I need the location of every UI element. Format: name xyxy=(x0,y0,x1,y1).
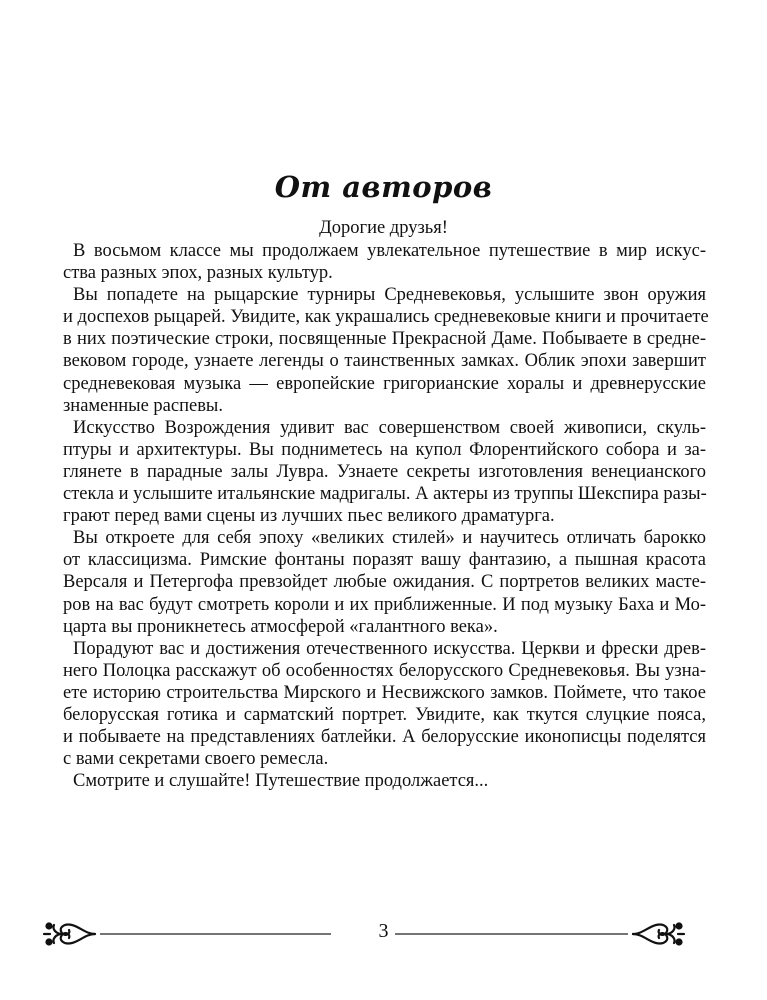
text-line: Версаля и Петергофа превзойдет любые ожидания. С портретов великих масте- xyxy=(63,572,706,593)
paragraph xyxy=(63,770,706,792)
page-title: От авторов xyxy=(274,170,493,204)
text-line: птуры и архитектуры. Вы подниметесь на купол Флорентийского собора и за- xyxy=(63,439,706,460)
text-line: глянете в парадные залы Лувра. Узнаете секреты изготовления венецианского xyxy=(63,461,706,482)
text-line: ства разных эпох, разных культур. xyxy=(63,263,333,284)
text-line: Порадуют вас и достижения отечественного искусства. Церкви и фрески древ- xyxy=(73,638,706,659)
text-line: вековом городе, узнаете легенды о таинственных замках. Облик эпохи завершит xyxy=(63,351,706,372)
text-line: в них поэтические строки, посвященные Прекрасной Даме. Побываете в средне- xyxy=(63,329,706,350)
paragraph xyxy=(63,284,709,417)
text-line: ете историю строительства Мирского и Несвижского замков. Поймете, что такое xyxy=(63,682,706,703)
body-text xyxy=(63,240,709,792)
text-line: грают перед вами сцены из лучших пьес великого драматурга. xyxy=(63,506,555,527)
text-line: стекла и услышите итальянские мадригалы. А актеры из труппы Шекспира разы- xyxy=(63,484,707,505)
text-line: знаменные распевы. xyxy=(63,395,223,416)
text-line: от классицизма. Римские фонтаны поразят вашу фантазию, а пышная красота xyxy=(63,550,706,571)
text-line: В восьмом классе мы продолжаем увлекательное путешествие в мир искус- xyxy=(73,241,706,261)
text-line: и доспехов рыцарей. Увидите, как украшались средневековые книги и прочитаете xyxy=(63,307,709,328)
text-line: Вы откроете для себя эпоху «великих стилей» и научитесь отличать барокко xyxy=(73,528,706,549)
page-number: 3 xyxy=(378,920,389,942)
text-line: царта вы проникнетесь атмосферой «галантного века». xyxy=(63,616,498,637)
text-line: ров на вас будут смотреть короли и их приближенные. И под музыку Баха и Мо- xyxy=(63,594,706,615)
text-line: Вы попадете на рыцарские турниры Средневековья, услышите звон оружия xyxy=(73,285,706,306)
text-line: с вами секретами своего ремесла. xyxy=(63,749,329,770)
paragraph xyxy=(63,240,706,284)
text-line: Искусство Возрождения удивит вас совершенством своей живописи, скуль- xyxy=(73,417,706,438)
text-line: белорусская готика и сарматский портрет. Увидите, как ткутся слуцкие пояса, xyxy=(63,704,706,725)
paragraph xyxy=(63,417,706,527)
text-line: средневековая музыка — европейские григорианские хоралы и древнерусские xyxy=(63,373,706,394)
greeting: Дорогие друзья! xyxy=(319,218,448,238)
text-line: и побываете на представлениях батлейки. А белорусские иконописцы поделятся xyxy=(63,727,706,748)
paragraph xyxy=(63,638,706,771)
text-line: Смотрите и слушайте! Путешествие продолжается... xyxy=(73,771,489,792)
text-line: него Полоцка расскажут об особенностях белорусского Средневековья. Вы узна- xyxy=(63,660,706,681)
paragraph xyxy=(63,527,706,637)
